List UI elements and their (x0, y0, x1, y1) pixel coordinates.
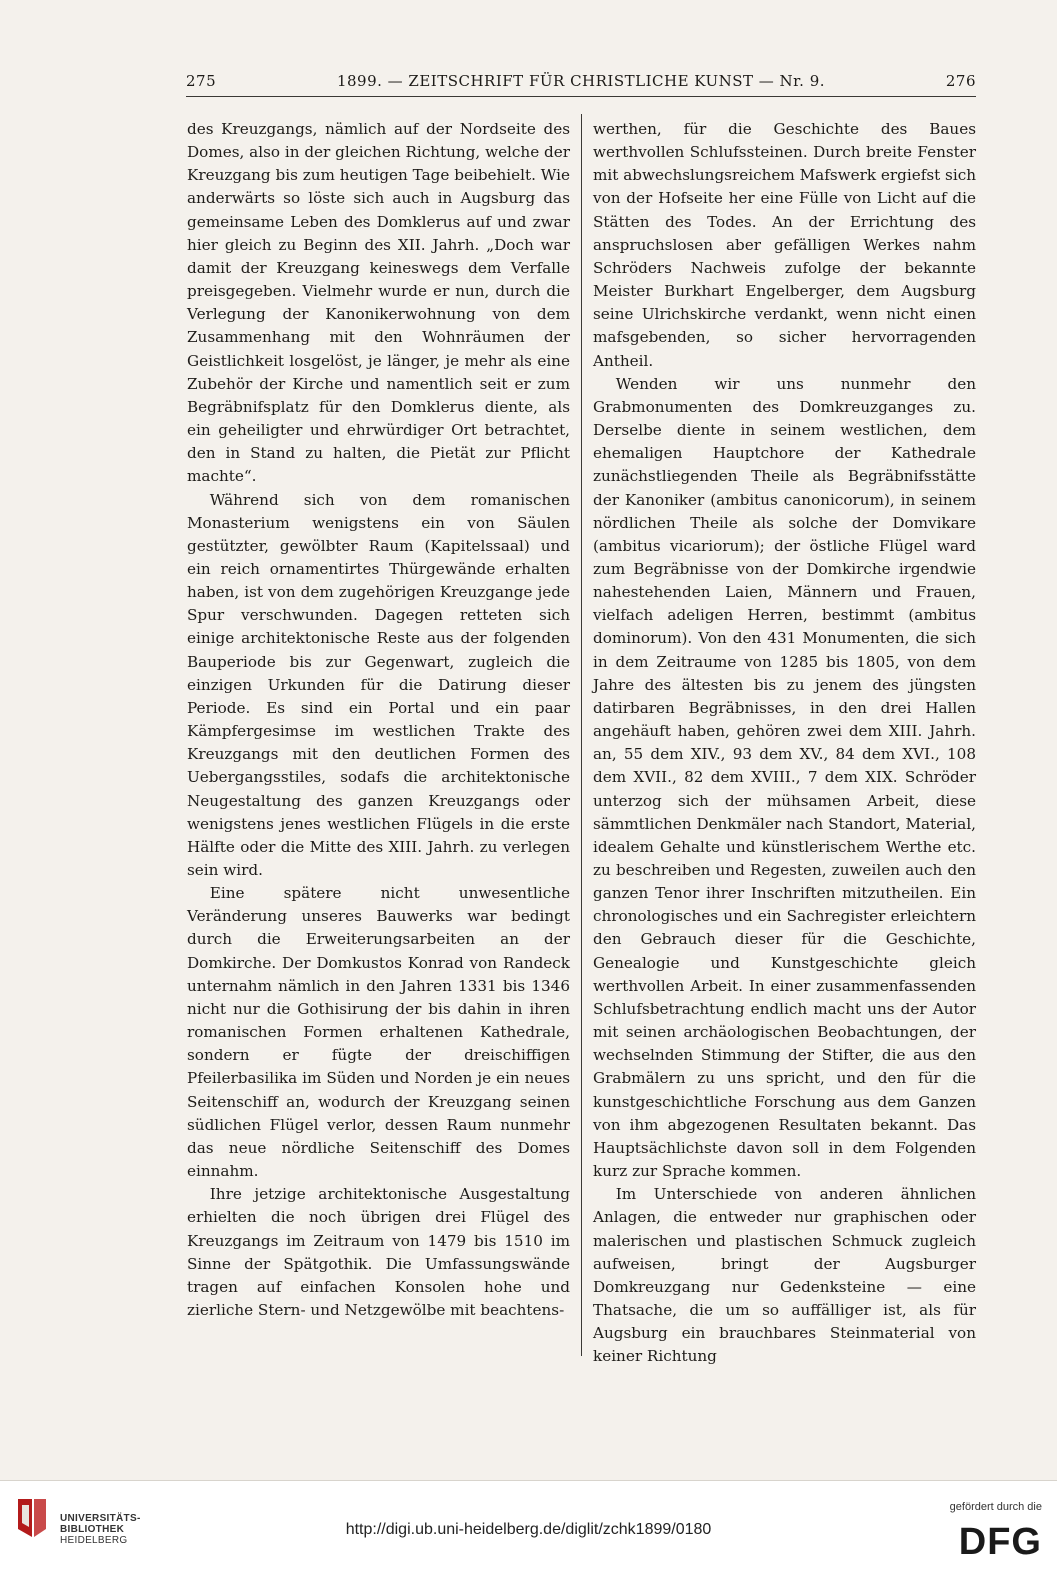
page-number-right: 276 (945, 72, 976, 90)
paragraph: Wenden wir uns nunmehr den Grabmonumenten des Domkreuzganges zu. Derselbe diente in seinem westlichen, dem ehemaligen Hauptchore der Kathedrale zunächstliegenden Theile als Begräbnifsstätte der Kanoniker (ambitus canonicorum), in seinem nördlichen Theile als solche der Domvikare (ambitus vicariorum); der östliche Flügel ward zum Begräbnisse von der Domkirche irgendwie nahestehenden Laien, Männern und Frauen, vielfach adeligen Herren, bestimmt (ambitus dominorum). Von den 431 Monumenten, die sich in dem Zeitraume von 1285 bis 1805, von dem Jahre des ältesten bis zu jenem des jüngsten datirbaren Begräbnisses, in den drei Hallen angehäuft haben, gehören zwei dem XIII. Jahrh. an, 55 dem XIV., 93 dem XV., 84 dem XVI., 108 dem XVII., 82 dem XVIII., 7 dem XIX. Schröder unterzog sich der mühsamen Arbeit, diese sämmtlichen Denkmäler nach Standort, Material, idealem Gehalte und künstlerischem Werthe etc. zu beschreiben und Regesten, zuweilen auch den ganzen Tenor ihrer Inschriften mitzutheilen. Ein chronologisches und ein Sachregister erleichtern den Gebrauch dieser für die Geschichte, Genealogie und Kunstgeschichte gleich werthvollen Arbeit. In einer zusammenfassenden Schlufsbetrachtung endlich macht uns der Autor mit seinen archäologischen Beobachtungen, der wechselnden Stimmung der Stifter, die aus den Grabmälern zu uns spricht, und den für die kunstgeschichtliche Forschung aus dem Ganzen von ihm abgezogenen Resultaten bekannt. Das Hauptsächlichste davon soll in dem Folgenden kurz zur Sprache kommen. (593, 374, 976, 1181)
paragraph: werthen, für die Geschichte des Baues werthvollen Schlufssteinen. Durch breite Fenster mit abwechslungsreichem Mafswerk ergiefst sich von der Hofseite her eine Fülle von Licht auf die Stätten des Todes. An der Errichtung des anspruchslosen aber gefälligen Werkes nahm Schröders Nachweis zufolge der bekannte Meister Burkhart Engelberger, dem Augsburg seine Ulrichskirche verdankt, wenn nicht einen mafsgebenden, so sicher hervorragenden Antheil. (593, 120, 976, 370)
header-rule (186, 96, 976, 97)
paragraph: Ihre jetzige architektonische Ausgestaltung erhielten die noch übrigen drei Flügel des Kreuzgangs im Zeitraum von 1479 bis 1510 im Sinne der Spätgothik. Die Umfassungswände tragen auf einfachen Konsolen hohe und zierliche Stern- und Netzgewölbe mit beachtens- (187, 1185, 570, 1319)
paragraph: Im Unterschiede von anderen ähnlichen Anlagen, die entweder nur graphischen oder malerischen und plastischen Schmuck zugleich aufweisen, bringt der Augsburger Domkreuzgang nur Gedenksteine — eine Thatsache, die um so auffälliger ist, als für Augsburg ein brauchbares Steinmaterial von keiner Richtung (593, 1185, 976, 1366)
paragraph: Während sich von dem romanischen Monasterium wenigstens ein von Säulen gestützter, gewölbter Raum (Kapitelssaal) und ein reich ornamentirtes Thürgewände erhalten haben, ist von dem zugehörigen Kreuzgange jede Spur verschwunden. Dagegen retteten sich einige architektonische Reste aus der folgenden Bauperiode bis zur Gegenwart, zugleich die einzigen Urkunden für die Datirung dieser Periode. Es sind ein Portal und ein paar Kämpfergesimse im westlichen Trakte des Kreuzgangs mit den deutlichen Formen des Uebergangsstiles, sodafs die architektonische Neugestaltung des ganzen Kreuzgangs oder wenigstens jenes westlichen Flügels in die erste Hälfte oder die Mitte des XIII. Jahrh. zu verlegen sein wird. (187, 490, 570, 879)
right-column (593, 118, 976, 1366)
permalink-url[interactable]: http://digi.ub.uni-heidelberg.de/diglit/zchk1899/0180 (345, 1521, 712, 1538)
paragraph: des Kreuzgangs, nämlich auf der Nordseite des Domes, also in der gleichen Richtung, welche der Kreuzgang bis zum heutigen Tage beibehielt. Wie anderwärts so löste sich auch in Augsburg das gemeinsame Leben des Domklerus auf und zwar hier gleich zu Beginn des XII. Jahrh. „Doch war damit der Kreuzgang keineswegs dem Verfalle preisgegeben. Vielmehr wurde er nun, durch die Verlegung der Kanonikerwohnung von dem Zusammenhang mit den Wohnräumen der Geistlichkeit losgelöst, je länger, je mehr als eine Zubehör der Kirche und namentlich seit er zum Begräbnifsplatz für den Domklerus diente, als ein geheiligter und ehrwürdiger Ort betrachtet, den in Stand zu halten, die Pietät zur Pflicht machte“. (187, 120, 570, 486)
journal-title: 1899. — ZEITSCHRIFT FÜR CHRISTLICHE KUNST — Nr. 9. (336, 72, 826, 90)
column-divider (581, 114, 582, 1356)
funding-note: gefördert durch die (949, 1501, 1042, 1513)
running-header (186, 68, 976, 94)
paragraph: Eine spätere nicht unwesentliche Veränderung unseres Bauwerks war bedingt durch die Erweiterungsarbeiten an der Domkirche. Der Domkustos Konrad von Randeck unternahm nämlich in den Jahren 1331 bis 1346 nicht nur die Gothisirung der bis dahin in ihren romanischen Formen erhaltenen Kathedrale, sondern er fügte der dreischiffigen Pfeilerbasilika im Süden und Norden je ein neues Seitenschiff an, wodurch der Kreuzgang seinen südlichen Flügel verlor, dessen Raum nunmehr das neue nördliche Seitenschiff des Domes einnahm. (187, 884, 570, 1181)
footer-bar (0, 1481, 1057, 1572)
left-column (187, 118, 570, 1348)
dfg-logo: DFG (958, 1521, 1042, 1563)
library-name: UNIVERSITÄTS- BIBLIOTHEK HEIDELBERG (60, 1513, 141, 1546)
page-number-left: 275 (186, 72, 217, 90)
